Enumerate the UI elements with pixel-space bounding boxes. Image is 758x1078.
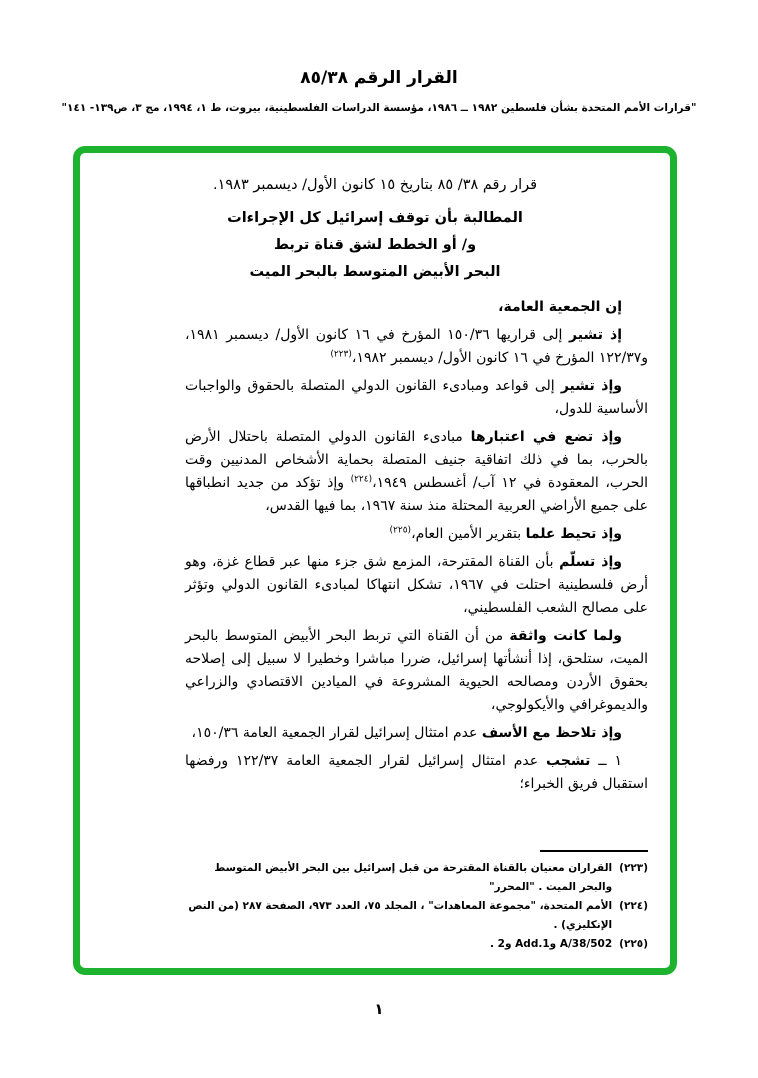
body-paragraph <box>185 750 648 796</box>
footnote-item <box>185 897 648 935</box>
footnote-text: الأمم المتحدة، "مجموعة المعاهدات" ، المجلد ٧٥، العدد ٩٧٣، الصفحة ٢٨٧ (من النص الإنكليزي) . <box>188 900 613 931</box>
body-paragraph <box>185 722 648 745</box>
body-paragraph <box>185 625 648 717</box>
paragraph-text: بتقرير الأمين العام، <box>411 526 526 542</box>
footnote-number: (٢٢٣) <box>619 862 648 874</box>
paragraph-text: إلى قراريها ٣٦/‏١٥٠ المؤرخ في ١٦ كانون الأول/ ديسمبر ١٩٨١، و٣٧/‏١٢٢ المؤرخ في ١٦ كانون الأول/ ديسمبر ١٩٨٢، <box>185 327 648 366</box>
source-citation: "قرارات الأمم المتحدة بشأن فلسطين ١٩٨٢ ــ ١٩٨٦، مؤسسة الدراسات الفلسطينية، بيروت، ط ١، ١٩٩٤، مج ٣، ص١٣٩- ١٤١" <box>61 102 697 114</box>
paragraph-text: مبادىء القانون الدولي المتصلة باحتلال الأرض بالحرب، بما في ذلك اتفاقية جنيف المتصلة بحماية الأشخاص المدنيين وقت الحرب، المعقودة في ١٢ آب/ أغسطس ١٩٤٩، <box>185 429 648 491</box>
paragraph-text: من أن القناة التي تربط البحر الأبيض المتوسط بالبحر الميت، ستلحق، إذا أنشأتها إسرائيل، ضررا مباشرا وخطيرا لا سبيل إلى إصلاحه بحقوق الأردن ومصالحه الحيوية المشروعة في الميادين الاقتصادي والزراعي والديموغرافي والأيكولوجي، <box>185 628 648 713</box>
body-paragraph <box>185 324 648 370</box>
resolution-box <box>73 146 677 975</box>
resolution-title-line: البحر الأبيض المتوسط بالبحر الميت <box>249 264 501 280</box>
footnote-number: (٢٢٤) <box>619 900 648 912</box>
resolution-title <box>102 205 648 286</box>
paragraph-lead: وإذ تشير <box>560 378 622 394</box>
body-paragraph <box>185 523 648 546</box>
footnote-separator <box>540 850 648 852</box>
footnote-ref: (٢٢٣) <box>330 349 352 360</box>
paragraph-lead: إذ تشير <box>569 327 623 343</box>
resolution-date-line: قرار رقم ٣٨/ ٨٥ بتاريخ ١٥ كانون الأول/ ديسمبر ١٩٨٣. <box>212 177 538 193</box>
footnote-ref: (٢٢٤) <box>350 474 373 485</box>
body-paragraph <box>185 296 648 319</box>
paragraph-text: إلى قواعد ومبادىء القانون الدولي المتصلة بالحقوق والواجبات الأساسية للدول، <box>185 378 648 417</box>
paragraph-lead: وإذ تسلّم <box>559 554 622 570</box>
footnote-item <box>185 935 648 954</box>
paragraph-text: وإذ تؤكد من جديد انطباقها على جميع الأراضي العربية المحتلة منذ سنة ١٩٦٧، بما فيها القدس، <box>185 475 648 514</box>
body-paragraph <box>185 551 648 620</box>
paragraph-text: عدم امتثال إسرائيل لقرار الجمعية العامة ٣٧/‏١٢٢ ورفضها استقبال فريق الخبراء؛ <box>185 753 648 792</box>
paragraph-lead: وإذ تحيط علما <box>525 526 622 542</box>
paragraph-text: ١ ــ <box>590 753 623 769</box>
paragraph-text: عدم امتثال إسرائيل لقرار الجمعية العامة ٣٦/‏١٥٠، <box>191 725 482 741</box>
footnote-ref: (٢٢٥) <box>389 525 412 536</box>
resolution-title-line: المطالبة بأن توقف إسرائيل كل الإجراءات <box>227 210 523 226</box>
footnotes-list <box>185 859 648 954</box>
body-paragraph <box>185 426 648 518</box>
page-title: القرار الرقم ٣٨/‏٨٥ <box>300 68 458 88</box>
resolution-body <box>185 296 648 796</box>
page-number: ١ <box>374 1000 384 1018</box>
footnote-text: A/38/502 وAdd.1 و2 . <box>490 938 613 950</box>
body-paragraph <box>185 375 648 421</box>
paragraph-lead: إن الجمعية العامة، <box>498 299 622 315</box>
resolution-title-line: و/ أو الخطط لشق قناة تربط <box>273 237 477 253</box>
paragraph-lead: ولما كانت واثقة <box>509 628 622 644</box>
paragraph-lead: وإذ تضع في اعتبارها <box>470 429 623 445</box>
paragraph-lead: تشجب <box>546 753 591 769</box>
footnote-text: القراران معنيان بالقناة المقترحة من قبل إسرائيل بين البحر الأبيض المتوسط والبحر الميت . "المحرر" <box>214 862 613 893</box>
footnote-item <box>185 859 648 897</box>
footnotes-block <box>185 850 648 954</box>
footnote-number: (٢٢٥) <box>619 938 648 950</box>
paragraph-text: بأن القناة المقترحة، المزمع شق جزء منها عبر قطاع غزة، وهو أرض فلسطينية احتلت في ١٩٦٧، تشكل انتهاكا لمبادىء القانون الدولي وتؤثر على مصالح الشعب الفلسطيني، <box>185 554 648 616</box>
paragraph-lead: وإذ تلاحظ مع الأسف <box>481 725 622 741</box>
